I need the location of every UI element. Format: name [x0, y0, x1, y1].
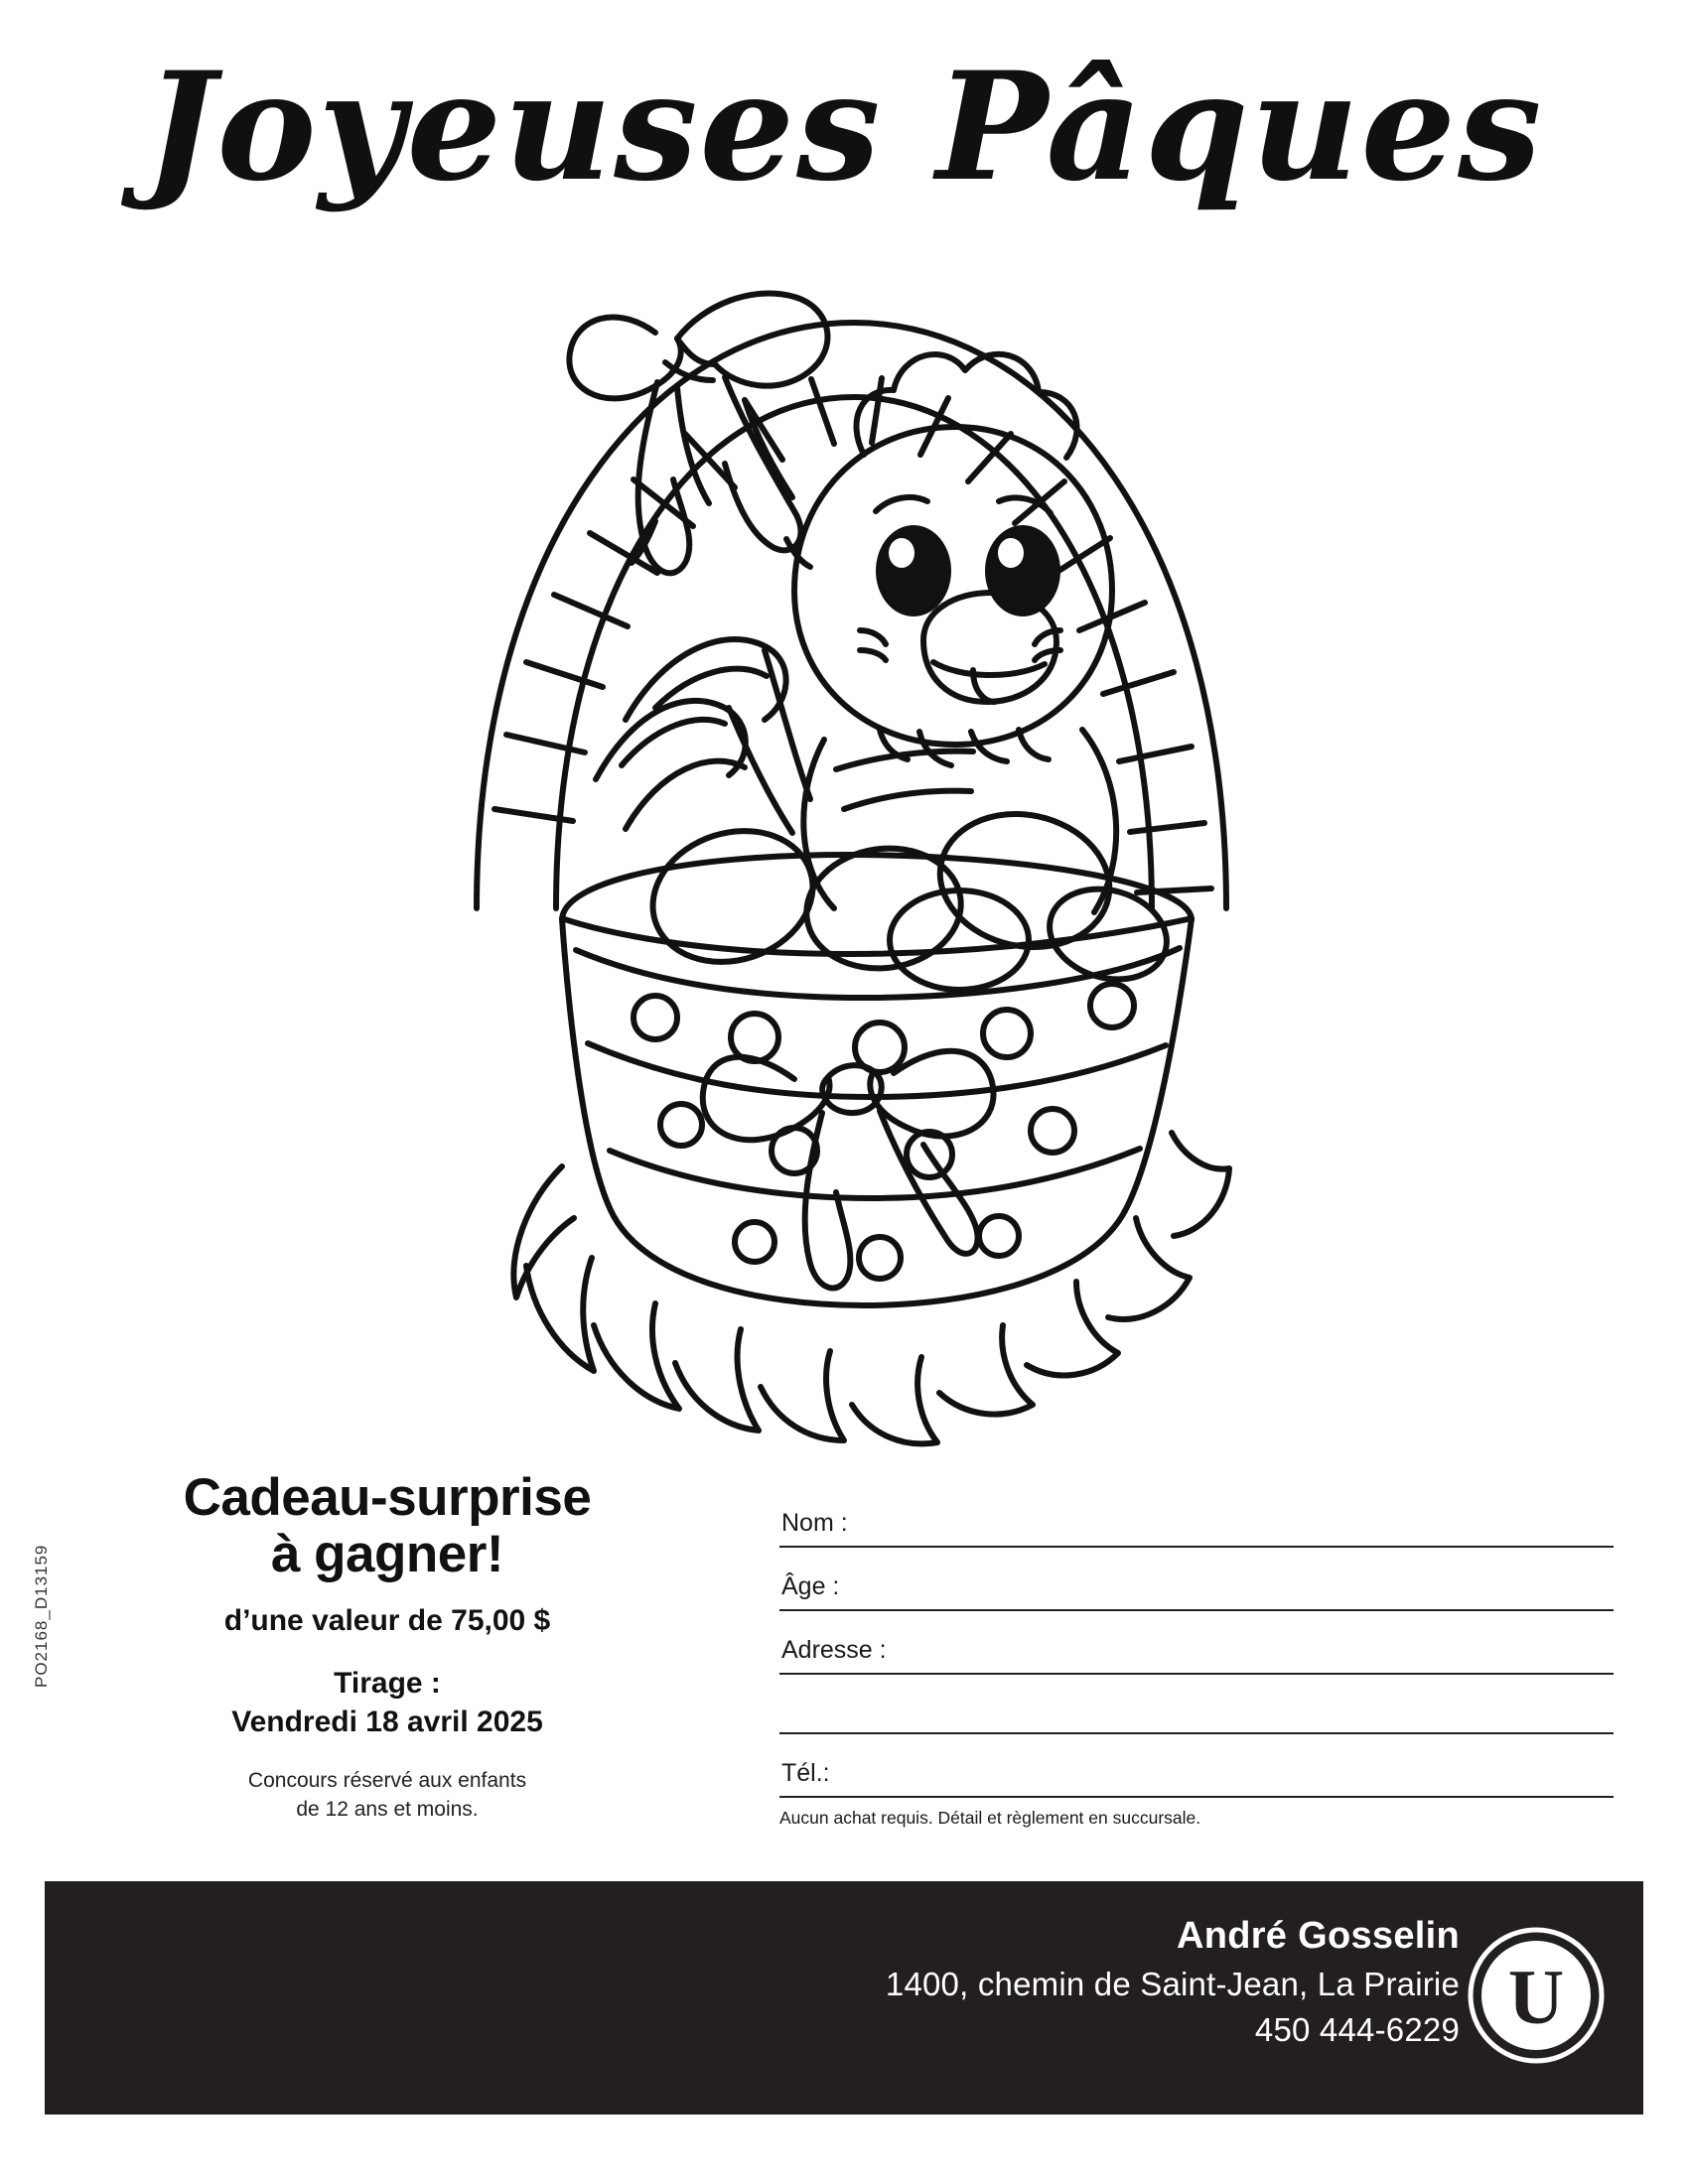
merchant-address: 1400, chemin de Saint-Jean, La Prairie	[885, 1966, 1460, 2002]
field-tel-label: Tél.:	[781, 1759, 830, 1787]
promo-note-line1: Concours réservé aux enfants	[247, 1769, 527, 1793]
promo-note	[129, 1767, 645, 1824]
promo-draw	[129, 1664, 645, 1741]
entry-form[interactable]	[779, 1484, 1614, 1829]
field-nom-label: Nom :	[781, 1509, 848, 1537]
promo-block	[129, 1469, 645, 1824]
promo-value: d’une valeur de 75,00 $	[223, 1604, 551, 1638]
merchant-phone: 450 444-6229	[1254, 2011, 1460, 2048]
field-age-label: Âge :	[781, 1572, 840, 1600]
field-age[interactable]	[779, 1548, 1614, 1611]
footer-contact	[886, 1915, 1460, 2049]
field-nom[interactable]	[779, 1484, 1614, 1548]
merchant-name: André Gosselin	[1176, 1915, 1460, 1957]
promo-note-line2: de 12 ans et moins.	[296, 1797, 479, 1821]
print-code: PO2168_D13159	[32, 1544, 51, 1688]
promo-headline-line2: à gagner!	[270, 1525, 504, 1584]
legal-text: Aucun achat requis. Détail et règlement en succursale.	[779, 1808, 1201, 1828]
promo-headline	[129, 1469, 645, 1582]
svg-text:U: U	[1507, 1954, 1565, 2040]
footer-bar	[45, 1881, 1643, 2115]
easter-basket-chick-icon	[328, 213, 1370, 1454]
field-adresse-label: Adresse :	[781, 1636, 887, 1664]
field-tel[interactable]	[779, 1734, 1614, 1798]
field-adresse-line2[interactable]	[779, 1675, 1614, 1734]
promo-draw-date: Vendredi 18 avril 2025	[231, 1706, 543, 1739]
promo-headline-line1: Cadeau-surprise	[183, 1468, 592, 1527]
field-adresse[interactable]	[779, 1611, 1614, 1675]
metro-u-logo-icon	[1467, 1926, 1606, 2065]
page-title: Joyeuses Pâques	[144, 40, 1544, 214]
promo-draw-label: Tirage :	[334, 1667, 441, 1701]
